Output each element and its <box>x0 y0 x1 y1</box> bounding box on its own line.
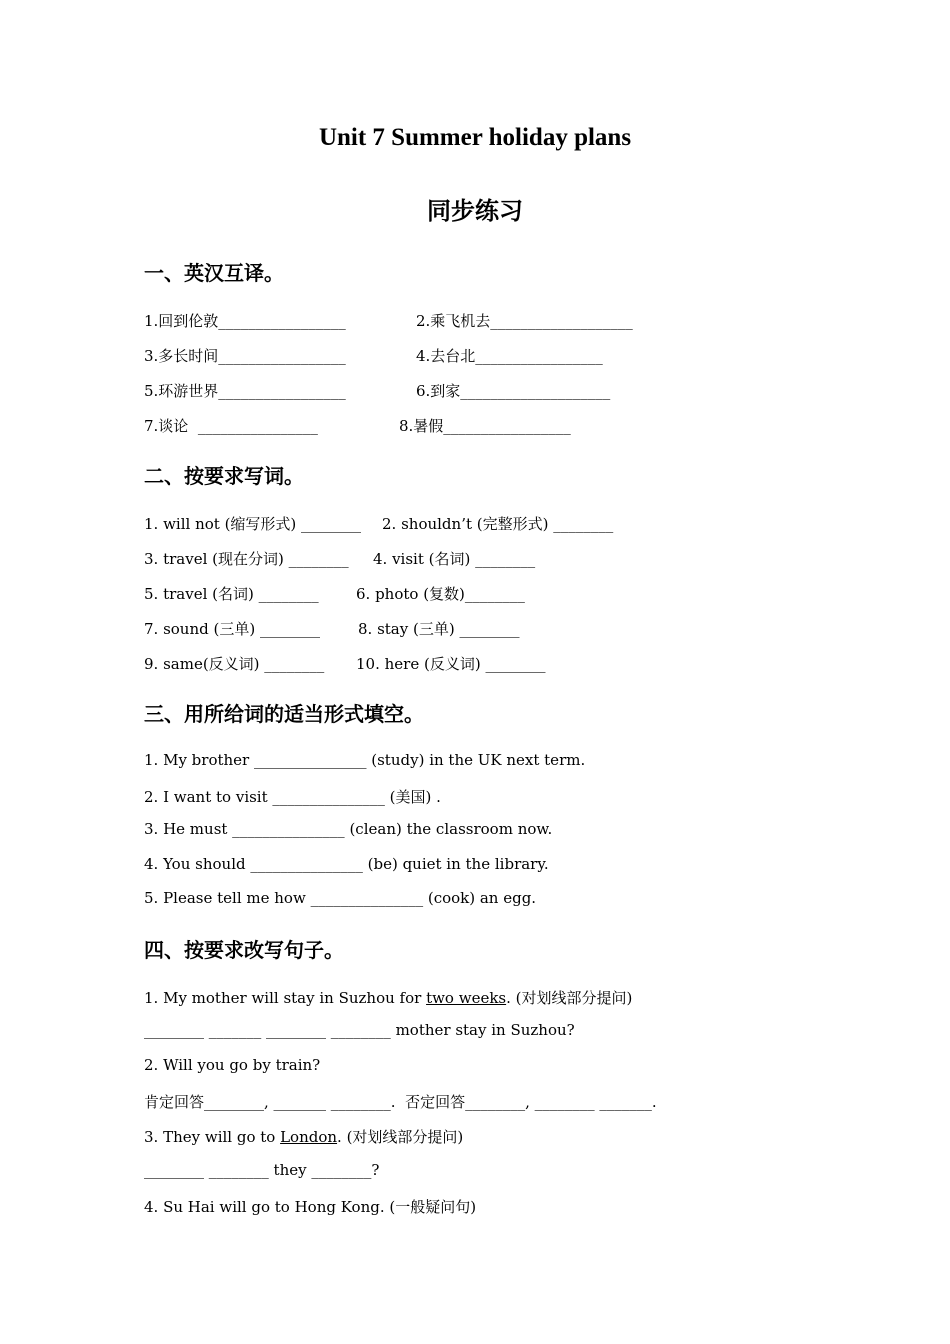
word-form-item-8: 8. stay (三单) ________ <box>358 620 520 638</box>
fill-blank-item-4: 4. You should _______________ (be) quiet in the library. <box>144 855 549 873</box>
vocab-item-5: 5.环游世界_________________ <box>144 382 346 400</box>
rewrite-q3-underlined: London <box>280 1128 338 1146</box>
rewrite-q1-underlined: two weeks <box>426 989 507 1007</box>
fill-blank-item-3: 3. He must _______________ (clean) the classroom now. <box>144 820 553 838</box>
rewrite-answer-2: 肯定回答________, _______ ________. 否定回答________, ________ _______. <box>144 1093 657 1111</box>
word-form-item-9: 9. same(反义词) ________ <box>144 655 325 673</box>
rewrite-q1-text: 1. My mother will stay in Suzhou for <box>144 989 427 1007</box>
word-form-item-5: 5. travel (名词) ________ <box>144 585 319 603</box>
word-form-item-4: 4. visit (名词) ________ <box>373 550 536 568</box>
vocab-item-2: 2.乘飞机去___________________ <box>416 312 633 330</box>
rewrite-question-3 <box>144 1126 463 1147</box>
word-form-item-6: 6. photo (复数)________ <box>356 585 525 603</box>
fill-blank-item-1: 1. My brother _______________ (study) in the UK next term. <box>144 751 586 769</box>
vocab-item-4: 4.去台北_________________ <box>416 347 603 365</box>
word-form-item-2: 2. shouldn’t (完整形式) ________ <box>382 515 614 533</box>
fill-blank-item-5: 5. Please tell me how _______________ (cook) an egg. <box>144 889 537 907</box>
vocab-item-3: 3.多长时间_________________ <box>144 347 346 365</box>
word-form-item-7: 7. sound (三单) ________ <box>144 620 320 638</box>
section-3-heading: 三、用所给词的适当形式填空。 <box>144 702 424 726</box>
word-form-item-3: 3. travel (现在分词) ________ <box>144 550 349 568</box>
rewrite-answer-1: ________ _______ ________ ________ mother stay in Suzhou? <box>144 1021 575 1039</box>
section-4-heading: 四、按要求改写句子。 <box>144 938 344 962</box>
page-subtitle: 同步练习 <box>427 197 523 225</box>
vocab-item-6: 6.到家____________________ <box>416 382 611 400</box>
vocab-item-7: 7.谈论 ________________ <box>144 417 318 435</box>
rewrite-q1-instruction: . (对划线部分提问) <box>506 989 633 1007</box>
word-form-item-10: 10. here (反义词) ________ <box>356 655 546 673</box>
rewrite-q3-instruction: . (对划线部分提问) <box>337 1128 464 1146</box>
rewrite-answer-3: ________ ________ they ________? <box>144 1161 380 1179</box>
vocab-item-8: 8.暑假_________________ <box>399 417 571 435</box>
page-title: Unit 7 Summer holiday plans <box>318 124 632 151</box>
section-1-heading: 一、英汉互译。 <box>144 261 284 285</box>
vocab-item-1: 1.回到伦敦_________________ <box>144 312 346 330</box>
rewrite-q3-text: 3. They will go to <box>144 1128 281 1146</box>
section-2-heading: 二、按要求写词。 <box>144 464 304 488</box>
rewrite-question-2: 2. Will you go by train? <box>144 1056 321 1074</box>
rewrite-question-1 <box>144 987 632 1008</box>
rewrite-question-4: 4. Su Hai will go to Hong Kong. (一般疑问句) <box>144 1198 477 1216</box>
fill-blank-item-2: 2. I want to visit _______________ (美国) . <box>144 788 441 806</box>
word-form-item-1: 1. will not (缩写形式) ________ <box>144 515 362 533</box>
